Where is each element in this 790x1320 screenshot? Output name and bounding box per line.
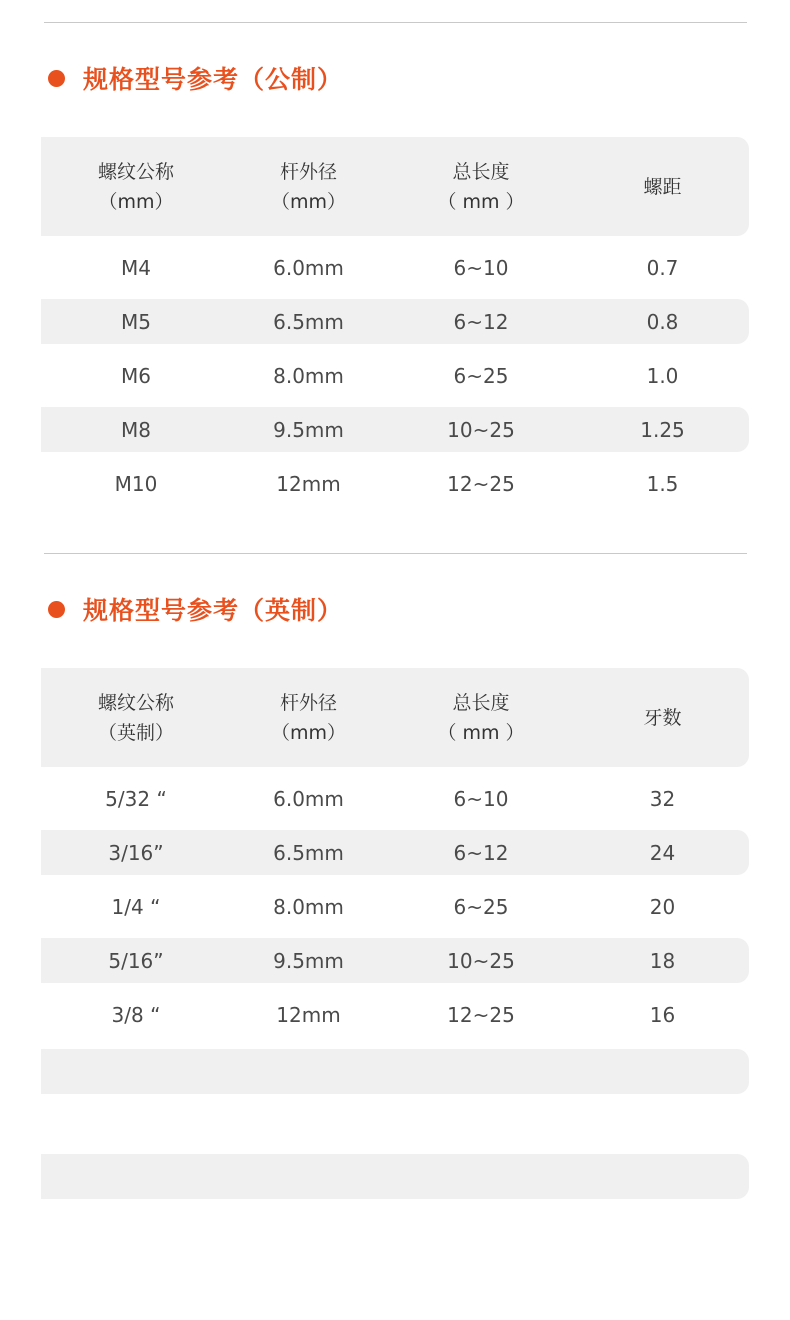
imperial-spec-table: [41, 668, 749, 1037]
header-pitch: 螺距: [643, 175, 682, 198]
header-thread-nominal: 螺纹公称 （mm）: [97, 160, 174, 213]
cell-pitch: 1.5: [646, 471, 679, 496]
cell-length: 6~12: [453, 840, 509, 865]
cell-shank: 6.5mm: [273, 840, 344, 865]
table-row: [41, 245, 749, 290]
cell-shank: 8.0mm: [273, 363, 344, 388]
cell-shank: 6.0mm: [273, 786, 344, 811]
cell-pitch: 0.8: [646, 309, 679, 334]
cell-length: 6~25: [453, 894, 509, 919]
cell-tpi: 20: [649, 894, 676, 919]
cell-pitch: 0.7: [646, 255, 679, 280]
cell-thread: M5: [121, 309, 151, 334]
cell-thread: 1/4 “: [111, 894, 161, 919]
table-row: [41, 992, 749, 1037]
imperial-title-text: 规格型号参考（英制）: [83, 596, 344, 625]
cell-pitch: 1.0: [646, 363, 679, 388]
bullet-dot-icon: [48, 70, 65, 87]
cell-length: 6~10: [453, 786, 509, 811]
middle-divider: [44, 553, 747, 554]
header-thread-nominal: 螺纹公称 （英制）: [97, 691, 174, 744]
cell-thread: M8: [121, 417, 151, 442]
cell-thread: 5/16”: [108, 948, 164, 973]
table-row: [41, 461, 749, 506]
cell-length: 10~25: [447, 417, 515, 442]
cell-shank: 12mm: [276, 471, 341, 496]
imperial-table-header: [41, 668, 749, 767]
cell-length: 6~12: [453, 309, 509, 334]
cell-shank: 12mm: [276, 1002, 341, 1027]
cell-thread: 5/32 “: [105, 786, 167, 811]
table-row: [41, 407, 749, 452]
table-row: [41, 938, 749, 983]
cell-thread: M4: [121, 255, 151, 280]
header-shank-diameter: 杆外径 （mm）: [270, 160, 347, 213]
table-row: [41, 776, 749, 821]
cell-shank: 8.0mm: [273, 894, 344, 919]
cell-pitch: 1.25: [640, 417, 685, 442]
metric-title-text: 规格型号参考（公制）: [83, 65, 344, 94]
imperial-section-title: [48, 594, 343, 624]
cell-tpi: 16: [649, 1002, 676, 1027]
top-divider: [44, 22, 747, 23]
cell-shank: 6.5mm: [273, 309, 344, 334]
cell-thread: 3/16”: [108, 840, 164, 865]
cell-shank: 9.5mm: [273, 948, 344, 973]
cell-thread: M10: [114, 471, 158, 496]
table-row: [41, 884, 749, 929]
cell-tpi: 18: [649, 948, 676, 973]
cell-length: 6~10: [453, 255, 509, 280]
cell-length: 12~25: [447, 1002, 515, 1027]
table-row: [41, 830, 749, 875]
cell-length: 6~25: [453, 363, 509, 388]
empty-row-bar: [41, 1049, 749, 1094]
header-total-length: 总长度 （ mm ）: [437, 691, 525, 744]
bullet-dot-icon: [48, 601, 65, 618]
table-row: [41, 299, 749, 344]
cell-length: 10~25: [447, 948, 515, 973]
cell-tpi: 32: [649, 786, 676, 811]
header-threads-per-inch: 牙数: [643, 706, 682, 729]
header-shank-diameter: 杆外径 （mm）: [270, 691, 347, 744]
table-row: [41, 353, 749, 398]
metric-section-title: [48, 63, 343, 93]
cell-thread: M6: [121, 363, 151, 388]
metric-spec-table: [41, 137, 749, 506]
cell-shank: 6.0mm: [273, 255, 344, 280]
empty-row-bar: [41, 1154, 749, 1199]
cell-length: 12~25: [447, 471, 515, 496]
cell-shank: 9.5mm: [273, 417, 344, 442]
cell-thread: 3/8 “: [111, 1002, 161, 1027]
cell-tpi: 24: [649, 840, 676, 865]
header-total-length: 总长度 （ mm ）: [437, 160, 525, 213]
metric-table-header: [41, 137, 749, 236]
